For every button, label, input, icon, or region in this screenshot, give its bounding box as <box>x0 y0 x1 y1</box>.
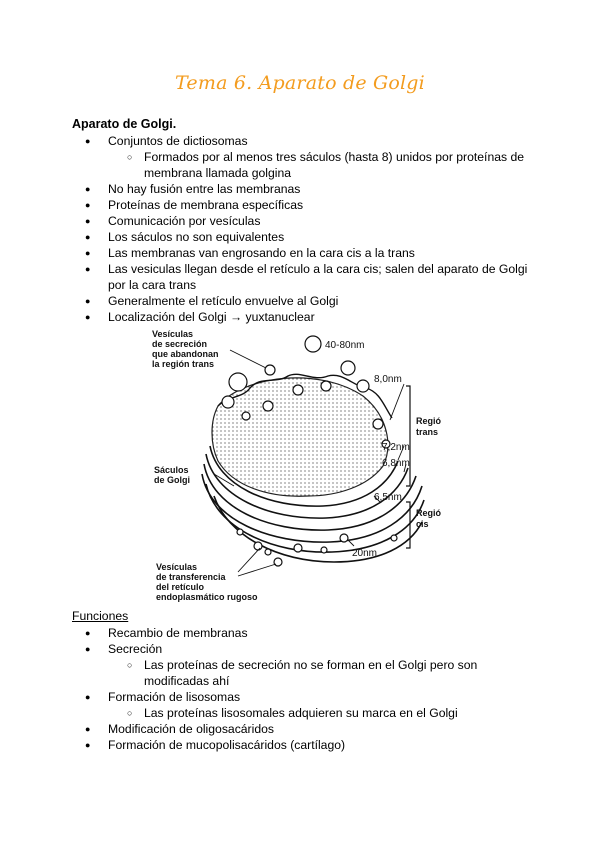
vesicle <box>263 401 273 411</box>
label-transfer-vesicles-2: de transferencia <box>156 572 226 582</box>
vesicle <box>229 373 247 391</box>
label-transfer-vesicles-1: Vesículas <box>156 562 198 572</box>
list-item: ● Generalmente el retículo envuelve al Golgi <box>72 293 542 309</box>
measure-6-8: 6,8nm <box>382 458 410 469</box>
funciones-heading: Funciones <box>72 609 129 623</box>
vesicle <box>274 558 282 566</box>
leader-line <box>230 350 266 368</box>
measure-6-5: 6,5nm <box>374 492 402 503</box>
vesicle <box>222 396 234 408</box>
list-subitem: ○ Las proteínas de secreción no se forman en el Golgi pero son modificadas ahí <box>72 657 542 689</box>
leader-line <box>390 384 404 420</box>
label-transfer-vesicles-4: endoplasmático rugoso <box>156 592 258 602</box>
vesicle <box>357 380 369 392</box>
golgi-diagram-svg <box>148 326 448 606</box>
golgi-diagram <box>148 326 448 606</box>
label-secretion-vesicles-2: de secreción <box>152 339 208 349</box>
page-title: Tema 6. Aparato de Golgi <box>175 72 425 94</box>
vesicle <box>265 365 275 375</box>
leader-line <box>348 540 354 546</box>
list-item: ● Localización del Golgi → yuxtanuclear <box>72 309 542 325</box>
label-region-cis-1: Regió <box>416 508 442 518</box>
vesicle <box>294 544 302 552</box>
vesicle <box>237 529 243 535</box>
list-subitem: ○ Las proteínas lisosomales adquieren su marca en el Golgi <box>72 705 542 721</box>
funciones-list <box>72 625 542 753</box>
vesicle <box>254 542 262 550</box>
label-region-cis-2: cis <box>416 519 429 529</box>
label-golgi-saccules-1: Sáculos <box>154 465 189 475</box>
vesicle <box>293 385 303 395</box>
measure-20: 20nm <box>352 548 378 559</box>
vesicle <box>341 361 355 375</box>
list-item: ● Las membranas van engrosando en la cara cis a la trans <box>72 245 542 261</box>
list-subitem: ○ Formados por al menos tres sáculos (hasta 8) unidos por proteínas de membrana llamada golgina <box>72 149 542 181</box>
label-region-trans-2: trans <box>416 427 439 437</box>
vesicle <box>321 547 327 553</box>
list-item: ● Las vesiculas llegan desde el retículo a la cara cis; salen del aparato de Golgi por la cara trans <box>72 261 542 293</box>
label-transfer-vesicles-3: del retículo <box>156 582 205 592</box>
label-region-trans-1: Regió <box>416 416 442 426</box>
measure-vesicle-size: 40-80nm <box>325 340 365 351</box>
vesicle <box>373 419 383 429</box>
label-secretion-vesicles-4: la región trans <box>152 359 215 369</box>
label-secretion-vesicles-1: Vesículas <box>152 329 194 339</box>
vesicle <box>321 381 331 391</box>
measure-8-0: 8,0nm <box>374 374 402 385</box>
features-list <box>72 133 542 325</box>
measure-7-2: 7,2nm <box>382 442 410 453</box>
vesicle <box>340 534 348 542</box>
vesicle <box>305 336 321 352</box>
list-item: ● Formación de mucopolisacáridos (cartílago) <box>72 737 542 753</box>
list-item: ● Los sáculos no son equivalentes <box>72 229 542 245</box>
label-golgi-saccules-2: de Golgi <box>154 475 190 485</box>
vesicle <box>391 535 397 541</box>
list-item: ● Secreción <box>72 641 542 657</box>
list-item: ● Comunicación por vesículas <box>72 213 542 229</box>
list-item: ● No hay fusión entre las membranas <box>72 181 542 197</box>
vesicle <box>242 412 250 420</box>
list-item: ● Formación de lisosomas <box>72 689 542 705</box>
leader-line <box>238 548 260 572</box>
list-item: ● Proteínas de membrana específicas <box>72 197 542 213</box>
label-secretion-vesicles-3: que abandonan <box>152 349 219 359</box>
section-heading: Aparato de Golgi. <box>72 117 177 131</box>
vesicle <box>265 549 271 555</box>
list-item: ● Modificación de oligosacáridos <box>72 721 542 737</box>
list-item: ● Conjuntos de dictiosomas <box>72 133 542 149</box>
list-item: ● Recambio de membranas <box>72 625 542 641</box>
